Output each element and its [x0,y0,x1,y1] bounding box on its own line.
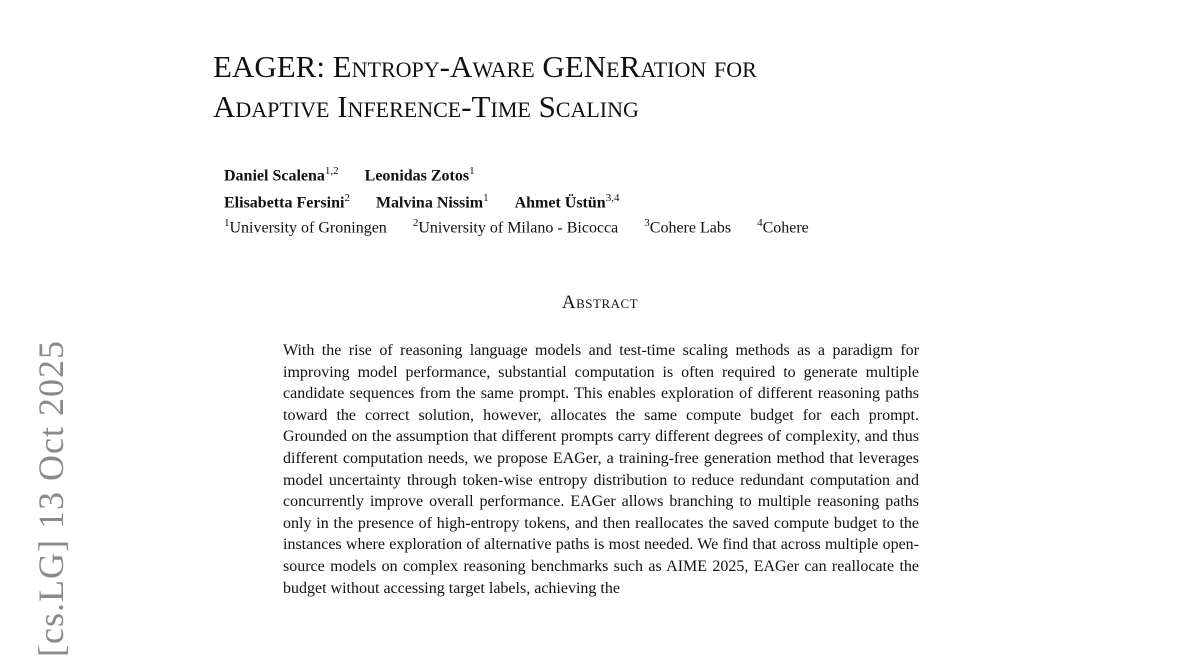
author-affil-mark: 1 [469,165,475,177]
abstract-text: With the rise of reasoning language models and test-time scaling methods as a paradigm for improving model performance, substantial computation is often required to generate multiple candidate sequences from the same prompt. This enables exploration of different reasoning paths toward the correct solution, however, allocates the same compute budget for each prompt. Grounded on the assumption that different prompts carry different degrees of complexity, and thus different computation needs, we propose EAGer, a training-free generation method that leverages model uncertainty through token-wise entropy distribution to reduce redundant computation and concurrently improve overall performance. EAGer allows branching to multiple reasoning paths only in the presence of high-entropy tokens, and then reallocates the saved compute budget to the instances where exploration of alternative paths is most needed. We find that across multiple open-source models on complex reasoning benchmarks such as AIME 2025, EAGer can reallocate the budget without accessing target labels, achieving the [283,342,919,597]
affiliations [224,212,809,239]
abstract-heading: Abstract [561,292,639,313]
author-name: Malvina Nissim [375,194,484,212]
author-affil-mark: 1 [483,192,489,205]
author-row-1 [224,160,619,187]
title-line-1: EAGER: Entropy-Aware GENeRation for [213,49,757,84]
title-line-2: Adaptive Inference-Time Scaling [213,89,639,124]
author-row-2 [224,187,619,214]
affil-mark: 4 [757,217,763,229]
author-affil-mark: 3,4 [605,192,620,205]
author-name: Leonidas Zotos [364,167,470,185]
author-name: Ahmet Üstün [514,194,606,212]
affil-name: University of Groningen [229,219,387,237]
paper-title [213,47,973,127]
affil-name: Cohere Labs [649,219,732,237]
author-affil-mark: 2 [344,192,350,205]
author-name: Elisabetta Fersini [224,194,345,212]
affil-mark: 2 [412,217,419,229]
affil-name: University of Milano - Bicocca [418,219,619,237]
arxiv-side-stamp: [cs.LG] 13 Oct 2025 [31,340,71,657]
affil-mark: 3 [644,217,650,229]
affil-mark: 1 [224,217,230,229]
author-affil-mark: 1,2 [324,165,339,177]
affil-name: Cohere [762,219,809,237]
author-name: Daniel Scalena [224,167,325,185]
author-list [224,160,619,215]
